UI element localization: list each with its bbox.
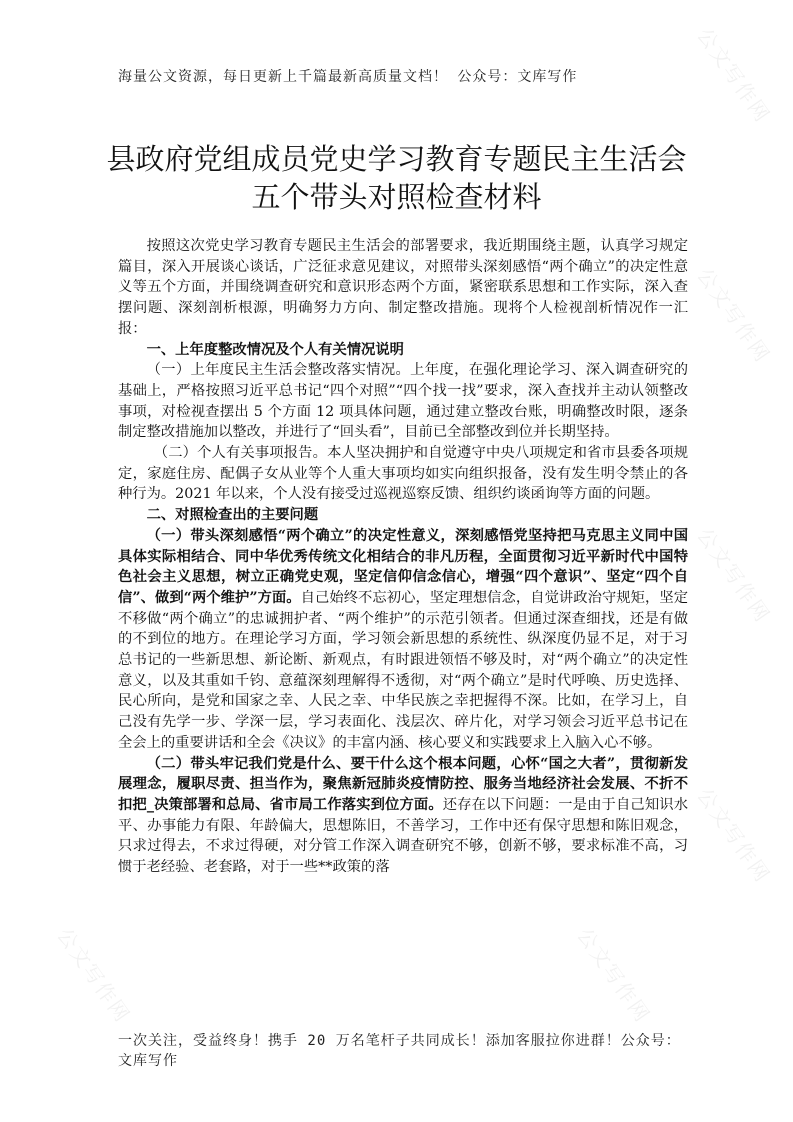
watermark-text: 公文写作网 [692,263,776,368]
watermark-text: 公文写作网 [572,923,656,1028]
intro-paragraph: 按照这次党史学习教育专题民主生活会的部署要求，我近期围绕主题，认真学习规定篇目，深入开展谈心谈话，广泛征求意见建议，对照带头深刻感悟“两个确立”的决定性意义等五个方面，并围绕调查研究和意识形态两个方面，紧密联系思想和工作实际，深入查摆问题、深刻剖析根源，明确努力方向、制定整改措施。现将个人检视剖析情况作一汇报： [118,238,688,337]
title-line-1: 县政府党组成员党史学习教育专题民主生活会 [106,142,687,176]
title-line-2: 五个带头对照检查材料 [251,180,542,214]
watermark-text: 公文写作网 [692,23,776,128]
watermark-text: 公文写作网 [52,923,136,1028]
section-heading-2: 二、对照检查出的主要问题 [146,507,319,524]
section1-paragraph-1: （一）上年度民主生活会整改落实情况。上年度，在强化理论学习、深入调查研究的基础上，严格按照习近平总书记“四个对照”“四个找一找”要求，深入查找并主动认领整改事项，对检视查摆出 5 个方面 12 项具体问题，通过建立整改台账，明确整改时限，逐条制定整改措施加以整改，并进行了“回头看”，目前已全部整改到位并长期坚持。 [118,362,688,441]
section2-paragraph-2 [118,754,688,878]
section2-item2-text: 还存在以下问题：一是由于自己知识水平、办事能力有限、年龄偏大，思想陈旧，不善学习，工作中还有保守思想和陈旧观念，只求过得去，不求过得硬，对分管工作深入调查研究不够，创新不够，要求标准不高，习惯于老经验、老套路，对于一些**政策的落 [118,796,689,876]
section-heading-1: 一、上年度整改情况及个人有关情况说明 [146,341,404,358]
header-banner: 海量公文资源，每日更新上千篇最新高质量文档！ 公众号：文库写作 [118,69,578,85]
footer-banner: 一次关注，受益终身！携手 20 万名笔杆子共同成长！添加客服拉你进群！公众号：文库写作 [118,1033,681,1069]
section2-item2-heading: （二）带头牢记我们党是什么、要干什么这个根本问题，心怀“国之大者”，贯彻新发展理念，履职尽责、担当作为，聚焦新冠肺炎疫情防控、服务当地经济社会发展、不折不扣把_决策部署和总局、省市局工作落实到位方面。 [118,755,688,813]
section2-item1-heading: （一）带头深刻感悟“两个确立”的决定性意义，深刻感悟党坚持把马克思主义同中国具体实际相结合、同中华优秀传统文化相结合的非凡历程，全面贯彻习近平新时代中国特色社会主义思想，树立正确党史观，坚定信仰信念信心，增强“四个意识”、坚定“四个自信”、做到“两个维护”方面。 [118,527,688,606]
watermark-text: 公文写作网 [692,783,776,888]
section2-item1-text: 自己始终不忘初心，坚定理想信念，自觉讲政治守规矩，坚定不移做“两个确立”的忠诚拥护者、“两个维护”的示范引领者。但通过深查细找，还是有做的不到位的地方。在理论学习方面，学习领会新思想的系统性、纵深度仍显不足，对于习总书记的一些新思想、新论断、新观点，有时跟进领悟不够及时，对“两个确立”的决定性意义，以及其重如千钧、意蕴深刻理解得不透彻，对“两个确立”是时代呼唤、历史选择、民心所向，是党和国家之幸、人民之幸、中华民族之幸把握得不深。比如，在学习上，自己没有先学一步、学深一层，学习表面化、浅层次、碎片化，对学习领会习近平总书记在全会上的重要讲话和全会《决议》的丰富内涵、核心要义和实践要求上入脑入心不够。 [118,589,688,751]
section2-paragraph-1 [118,526,688,754]
document-title [60,140,733,216]
watermark-text: 公文写作网 [692,523,776,628]
document-body [118,236,688,878]
section1-paragraph-2: （二）个人有关事项报告。本人坚决拥护和自觉遵守中央八项规定和省市县委各项规定，家庭住房、配偶子女从业等个人重大事项均如实向组织报备，没有发生明令禁止的各种行为。2021 年以来，个人没有接受过巡视巡察反馈、组织约谈函询等方面的问题。 [118,445,688,503]
